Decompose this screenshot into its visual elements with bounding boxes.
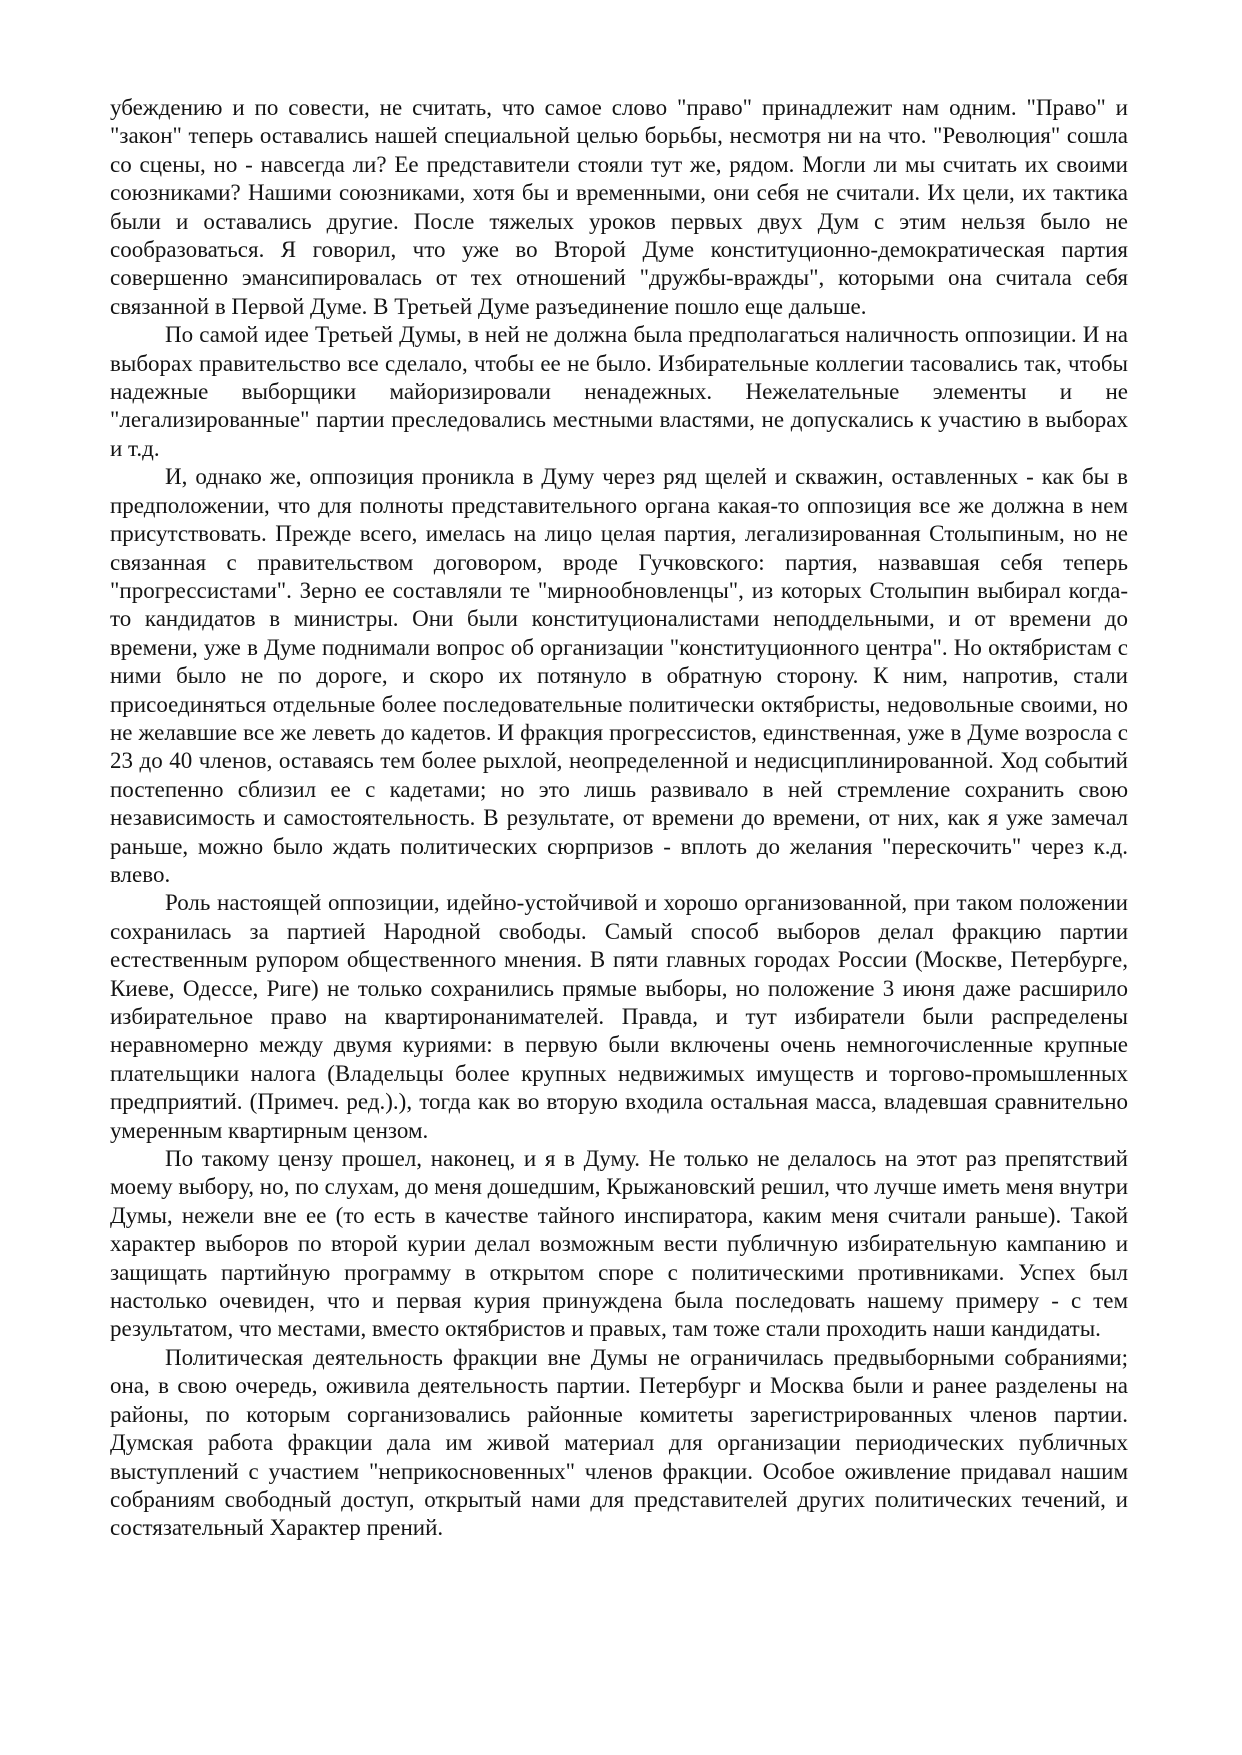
paragraph-4: Роль настоящей оппозиции, идейно-устойчивой и хорошо организованной, при таком положении сохранилась за партией Народной свободы. Самый способ выборов делал фракцию партии естественным рупором общественного мнения. В пяти главных городах России (Москве, Петербурге, Киеве, Одессе, Риге) не только сохранились прямые выборы, но положение 3 июня даже расширило избирательное право на квартиронанимателей. Правда, и тут избиратели были распределены неравномерно между двумя куриями: в первую были включены очень немногочисленные крупные плательщики налога (Владельцы более крупных недвижимых имуществ и торгово-промышленных предприятий. (Примеч. ред.).), тогда как во вторую входила остальная масса, владевшая сравнительно умеренным квартирным цензом.: [110, 890, 1128, 1143]
paragraph-6: Политическая деятельность фракции вне Думы не ограничилась предвыборными собраниями; она, в свою очередь, оживила деятельность партии. Петербург и Москва были и ранее разделены на районы, по которым сорганизовались районные комитеты зарегистрированных членов партии. Думская работа фракции дала им живой материал для организации периодических публичных выступлений с участием "неприкосновенных" членов фракции. Особое оживление придавал нашим собраниям свободный доступ, открытый нами для представителей других политических течений, и состязательный Характер прений.: [110, 1344, 1128, 1541]
paragraph-3: И, однако же, оппозиция проникла в Думу через ряд щелей и скважин, оставленных - как бы в предположении, что для полноты представительного органа какая-то оппозиция все же должна в нем присутствовать. Прежде всего, имелась на лицо целая партия, легализированная Столыпиным, но не связанная с правительством договором, вроде Гучковского: партия, назвавшая себя теперь "прогрессистами". Зерно ее составляли те "мирнообновленцы", из которых Столыпин выбирал когда-то кандидатов в министры. Они были конституционалистами неподдельными, и от времени до времени, уже в Думе поднимали вопрос об организации "конституционного центра". Но октябристам с ними было не по дороге, и скоро их потянуло в обратную сторону. К ним, напротив, стали присоединяться отдельные более последовательные политически октябристы, недовольные своими, но не желавшие все же леветь до кадетов. И фракция прогрессистов, единственная, уже в Думе возросла с 23 до 40 членов, оставаясь тем более рыхлой, неопределенной и недисциплинированной. Ход событий постепенно сблизил ее с кадетами; но это лишь развивало в ней стремление сохранить свою независимость и самостоятельность. В результате, от времени до времени, от них, как я уже замечал раньше, можно было ждать политических сюрпризов - вплоть до желания "перескочить" через к.д. влево.: [110, 464, 1128, 887]
document-page: [110, 94, 1128, 1543]
paragraph-5: По такому цензу прошел, наконец, и я в Думу. Не только не делалось на этот раз препятствий моему выбору, но, по слухам, до меня дошедшим, Крыжановский решил, что лучше иметь меня внутри Думы, нежели вне ее (то есть в качестве тайного инспиратора, каким меня считали раньше). Такой характер выборов по второй курии делал возможным вести публичную избирательную кампанию и защищать партийную программу в открытом споре с политическими противниками. Успех был настолько очевиден, что и первая курия принуждена была последовать нашему примеру - с тем результатом, что местами, вместо октябристов и правых, там тоже стали проходить наши кандидаты.: [110, 1146, 1128, 1342]
paragraph-1: убеждению и по совести, не считать, что самое слово "право" принадлежит нам одним. "Право" и "закон" теперь оставались нашей специальной целью борьбы, несмотря ни на что. "Революция" сошла со сцены, но - навсегда ли? Ее представители стояли тут же, рядом. Могли ли мы считать их своими союзниками? Нашими союзниками, хотя бы и временными, они себя не считали. Их цели, их тактика были и оставались другие. После тяжелых уроков первых двух Дум с этим нельзя было не сообразоваться. Я говорил, что уже во Второй Думе конституционно-демократическая партия совершенно эмансипировалась от тех отношений "дружбы-вражды", которыми она считала себя связанной в Первой Думе. В Третьей Думе разъединение пошло еще дальше.: [110, 95, 1128, 319]
paragraph-2: По самой идее Третьей Думы, в ней не должна была предполагаться наличность оппозиции. И на выборах правительство все сделало, чтобы ее не было. Избирательные коллегии тасовались так, чтобы надежные выборщики майоризировали ненадежных. Нежелательные элементы и не "легализированные" партии преследовались местными властями, не допускались к участию в выборах и т.д.: [110, 322, 1128, 461]
